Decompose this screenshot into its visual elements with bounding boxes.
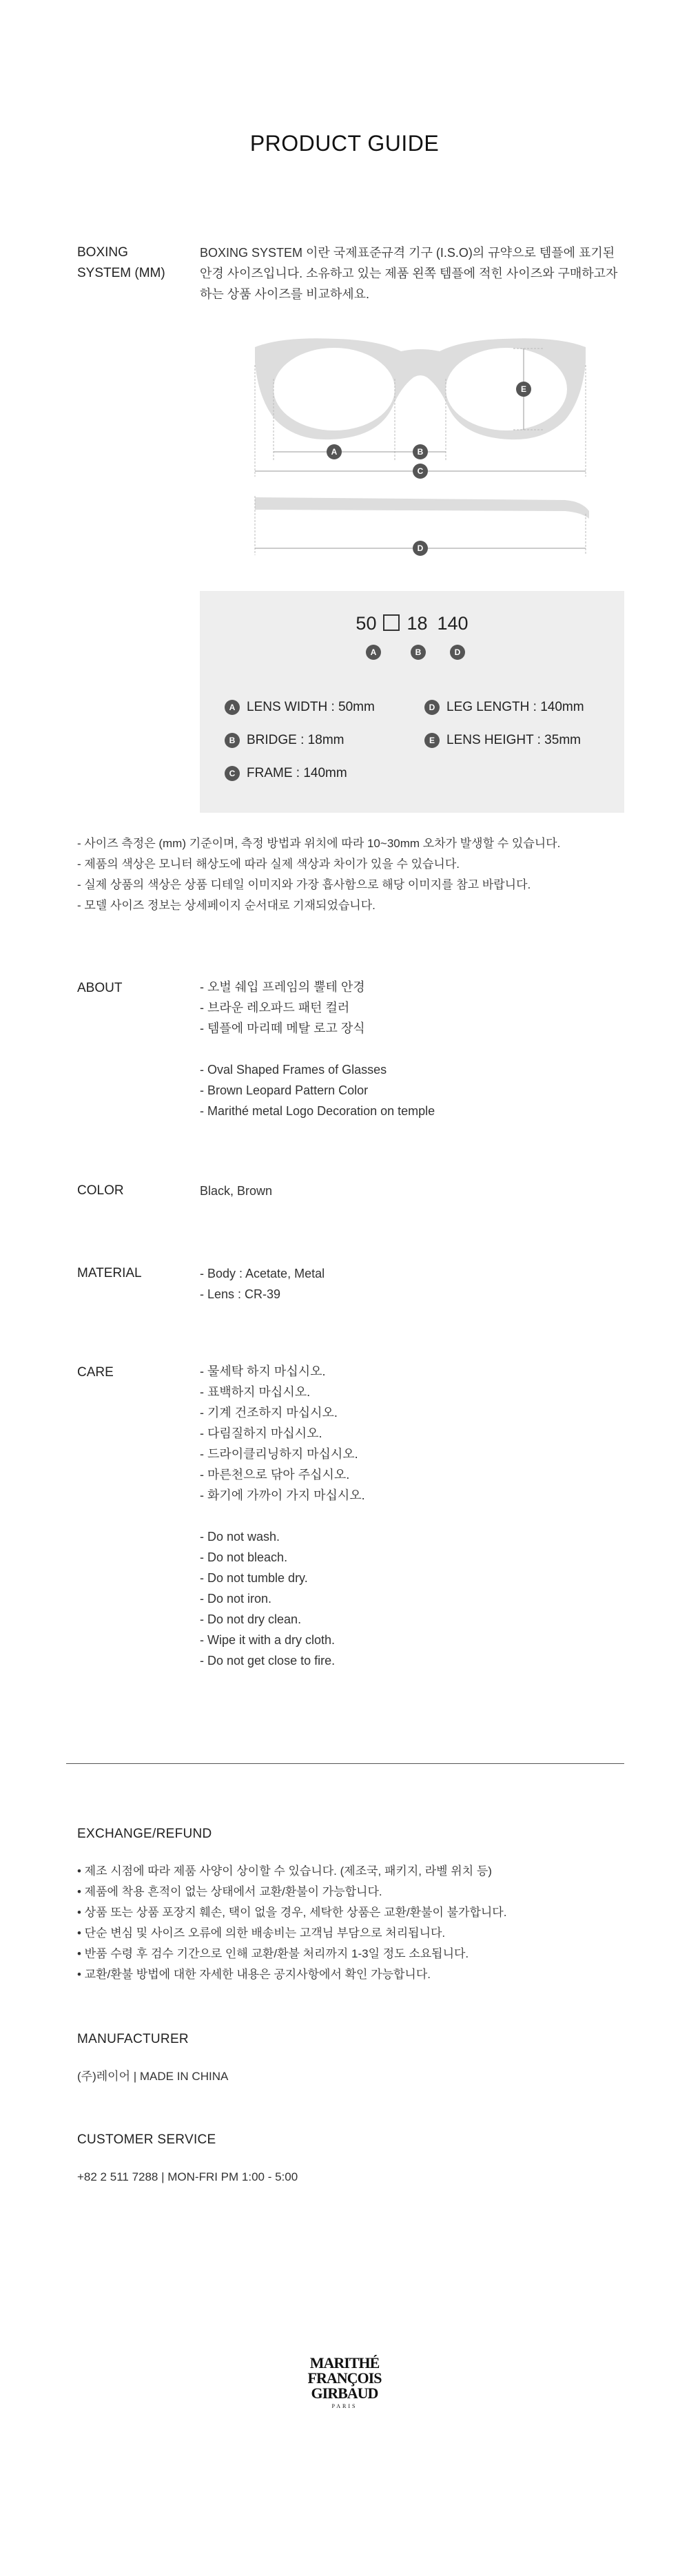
exchange-text [77,1861,642,1985]
spec-item-badge: E [424,733,440,748]
exchange-line: • 제조 시점에 따라 제품 사양이 상이할 수 있습니다. (제조국, 패키지, 라벨 위치 등) [77,1865,492,1878]
about-line: - Brown Leopard Pattern Color [200,1083,369,1097]
note-line: - 사이즈 측정은 (mm) 기준이며, 측정 방법과 위치에 따라 10~30mm 오차가 발생할 수 있습니다. [77,837,561,850]
about-line: - 오벌 쉐입 프레임의 뿔테 안경 [200,980,365,994]
material-line: - Lens : CR-39 [200,1287,281,1301]
temple-size: 140 [437,613,469,634]
logo-line4: PARIS [331,2403,358,2409]
label-e: E [520,384,527,394]
exchange-line: • 반품 수령 후 검수 기간으로 인해 교환/환불 처리까지 1-3일 정도 소요됩니다. [77,1947,469,1960]
exchange-line: • 교환/환불 방법에 대한 자세한 내용은 공지사항에서 확인 가능합니다. [77,1968,431,1981]
spec-item-text: LENS HEIGHT : 35mm [446,733,581,747]
size-notes [77,833,642,916]
spec-item [225,700,375,715]
logo-line3: GIRBAUD [311,2385,378,2402]
bridge-size: 18 [407,613,428,634]
spec-badge: B [411,645,426,660]
about-label: ABOUT [77,981,123,995]
manufacturer-value: (주)레이어 | MADE IN CHINA [77,2070,229,2083]
about-line [200,1039,641,1059]
about-line: - 브라운 레오파드 패턴 컬러 [200,1001,350,1015]
spec-badge: D [450,645,465,660]
label-a: A [331,447,338,457]
about-line: - Oval Shaped Frames of Glasses [200,1063,387,1077]
color-label: COLOR [77,1183,124,1198]
care-line: - 드라이클리닝하지 마십시오. [200,1447,358,1461]
boxing-desc-line: BOXING SYSTEM 이란 국제표준규격 기구 (I.S.O)의 규약으로 템플에 표기된 [200,246,615,260]
page-title: PRODUCT GUIDE [249,131,440,156]
exchange-label: EXCHANGE/REFUND [77,1827,212,1841]
care-line: - Do not get close to fire. [200,1654,336,1668]
care-line: - Do not tumble dry. [200,1571,308,1585]
about-text [200,977,641,1121]
care-line: - Wipe it with a dry cloth. [200,1633,336,1647]
label-b: B [417,447,424,457]
care-line: - Do not wash. [200,1530,280,1544]
care-line [200,1506,365,1526]
note-line: - 모델 사이즈 정보는 상세페이지 순서대로 기재되었습니다. [77,899,376,912]
care-line: - 물세탁 하지 마십시오. [200,1364,326,1378]
about-line: - Marithé metal Logo Decoration on temple [200,1104,435,1118]
care-label: CARE [77,1365,114,1380]
lens-size: 50 [356,613,377,634]
spec-item-badge: C [225,766,240,781]
glasses-temple [255,497,589,519]
spec-item-badge: A [225,700,240,715]
boxing-label [77,242,165,284]
label-d: D [417,543,424,553]
section-divider [66,1763,624,1764]
customer-service-label: CUSTOMER SERVICE [77,2132,216,2147]
exchange-line: • 단순 변심 및 사이즈 오류에 의한 배송비는 고객님 부담으로 처리됩니다. [77,1926,446,1940]
spec-item-badge: B [225,733,240,748]
label-c: C [417,466,424,476]
care-line: - 화기에 가까이 가지 마십시오. [200,1488,365,1502]
spec-item-text: FRAME : 140mm [247,766,347,780]
spec-item-badge: D [424,700,440,715]
material-text [200,1263,325,1305]
color-value: Black, Brown [200,1184,273,1198]
boxing-description [200,242,641,304]
customer-service-value: +82 2 511 7288 | MON-FRI PM 1:00 - 5:00 [77,2170,298,2183]
spec-item-text: LENS WIDTH : 50mm [247,700,375,714]
care-line: - 표백하지 마십시오. [200,1385,311,1399]
spec-item [424,700,584,715]
exchange-line: • 상품 또는 상품 포장지 훼손, 택이 없을 경우, 세탁한 상품은 교환/환불이 불가합니다. [77,1906,507,1919]
boxing-label-line2: SYSTEM (MM) [77,266,165,280]
boxing-desc-line: 안경 사이즈입니다. 소유하고 있는 제품 왼쪽 템플에 적힌 사이즈와 구매하고자 [200,267,618,280]
brand-logo [276,2356,413,2409]
size-spec-box [200,591,624,813]
logo-line2: FRANÇOIS [307,2369,382,2387]
spec-item [424,733,581,748]
care-text [200,1361,365,1671]
logo-line1: MARITHÉ [309,2354,380,2371]
spec-item-text: LEG LENGTH : 140mm [446,700,584,714]
glasses-front [255,338,586,439]
spec-badge: A [366,645,381,660]
care-line: - 마른천으로 닦아 주십시오. [200,1468,350,1482]
spec-item [225,733,344,748]
spec-item-text: BRIDGE : 18mm [247,733,344,747]
care-line: - Do not iron. [200,1592,272,1606]
material-line: - Body : Acetate, Metal [200,1267,325,1280]
boxing-desc-line: 하는 상품 사이즈를 비교하세요. [200,287,370,301]
glasses-diagram [241,324,599,572]
spec-item [225,766,347,781]
note-line: - 실제 상품의 색상은 상품 디테일 이미지와 가장 흡사함으로 해당 이미지를 참고 바랍니다. [77,878,531,891]
about-line: - 템플에 마리떼 메탈 로고 장식 [200,1021,365,1035]
square-symbol-icon [383,614,400,631]
material-label: MATERIAL [77,1266,142,1280]
care-line: - 기계 건조하지 마십시오. [200,1406,338,1420]
exchange-line: • 제품에 착용 흔적이 없는 상태에서 교환/환불이 가능합니다. [77,1885,382,1898]
manufacturer-label: MANUFACTURER [77,2032,189,2046]
note-line: - 제품의 색상은 모니터 해상도에 따라 실제 색상과 차이가 있을 수 있습니다. [77,858,460,871]
size-numbers [200,613,624,634]
care-line: - Do not dry clean. [200,1612,302,1626]
boxing-label-line1: BOXING [77,245,128,260]
care-line: - 다림질하지 마십시오. [200,1426,322,1440]
care-line: - Do not bleach. [200,1550,288,1564]
